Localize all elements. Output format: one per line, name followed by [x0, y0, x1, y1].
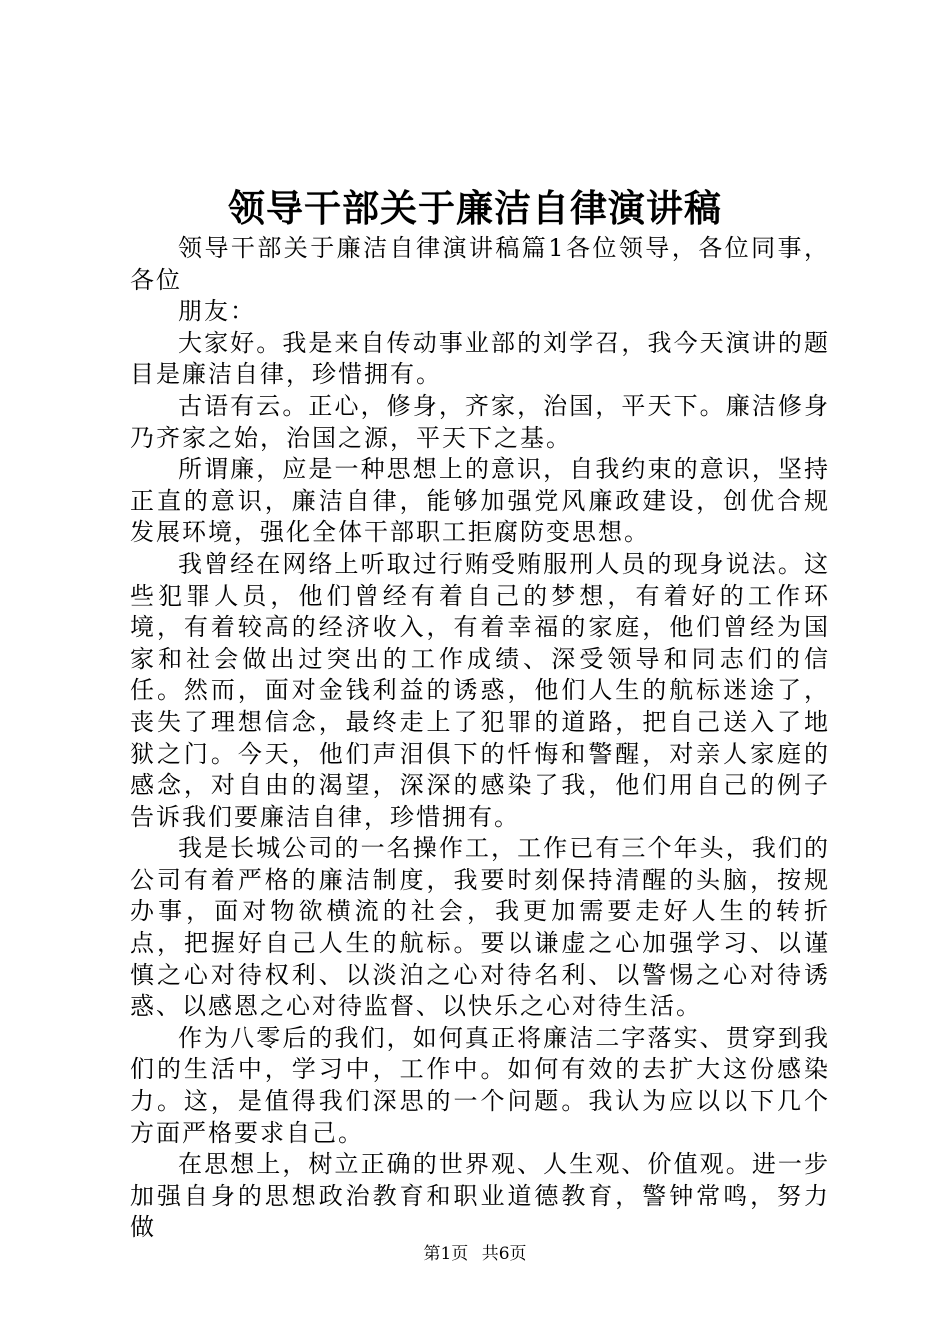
paragraph-intro: 领导干部关于廉洁自律演讲稿篇1各位领导，各位同事，各位 — [130, 234, 830, 294]
paragraph-greeting: 大家好。我是来自传动事业部的刘学召，我今天演讲的题目是廉洁自律，珍惜拥有。 — [130, 328, 830, 389]
document-title: 领导干部关于廉洁自律演讲稿 — [228, 186, 722, 230]
paragraph-thought: 在思想上，树立正确的世界观、人生观、价值观。进一步加强自身的思想政治教育和职业道德教育，警钟常鸣，努力做 — [130, 1150, 830, 1242]
document-body — [130, 233, 830, 1244]
paragraph-salutation: 朋友： — [178, 297, 256, 326]
paragraph-definition: 所谓廉，应是一种思想上的意识，自我约束的意识，坚持正直的意识，廉洁自律，能够加强党风廉政建设，创优合规发展环境，强化全体干部职工拒腐防变思想。 — [130, 455, 830, 547]
page-total: 共6页 — [481, 1244, 527, 1264]
paragraph-generation: 作为八零后的我们，如何真正将廉洁二字落实、贯穿到我们的生活中，学习中，工作中。如何有效的去扩大这份感染力。这，是值得我们深思的一个问题。我认为应以以下几个方面严格要求自己。 — [130, 1023, 830, 1147]
page-number: 第1页 — [423, 1244, 469, 1264]
paragraph-proverb: 古语有云。正心，修身，齐家，治国，平天下。廉洁修身乃齐家之始，治国之源，平天下之基。 — [130, 391, 830, 452]
paragraph-testimony: 我曾经在网络上听取过行贿受贿服刑人员的现身说法。这些犯罪人员，他们曾经有着自己的梦想，有着好的工作环境，有着较高的经济收入，有着幸福的家庭，他们曾经为国家和社会做出过突出的工作成绩、深受领导和同志们的信任。然而，面对金钱利益的诱惑，他们人生的航标迷途了，丧失了理想信念，最终走上了犯罪的道路，把自己送入了地狱之门。今天，他们声泪俱下的忏悔和警醒，对亲人家庭的感念，对自由的渴望，深深的感染了我，他们用自己的例子告诉我们要廉洁自律，珍惜拥有。 — [130, 549, 830, 831]
paragraph-self: 我是长城公司的一名操作工，工作已有三个年头，我们的公司有着严格的廉洁制度，我要时刻保持清醒的头脑，按规办事，面对物欲横流的社会，我更加需要走好人生的转折点，把握好自己人生的航标。要以谦虚之心加强学习、以谨慎之心对待权利、以淡泊之心对待名利、以警惕之心对待诱惑、以感恩之心对待监督、以快乐之心对待生活。 — [130, 834, 830, 1021]
page-footer — [0, 1243, 950, 1265]
